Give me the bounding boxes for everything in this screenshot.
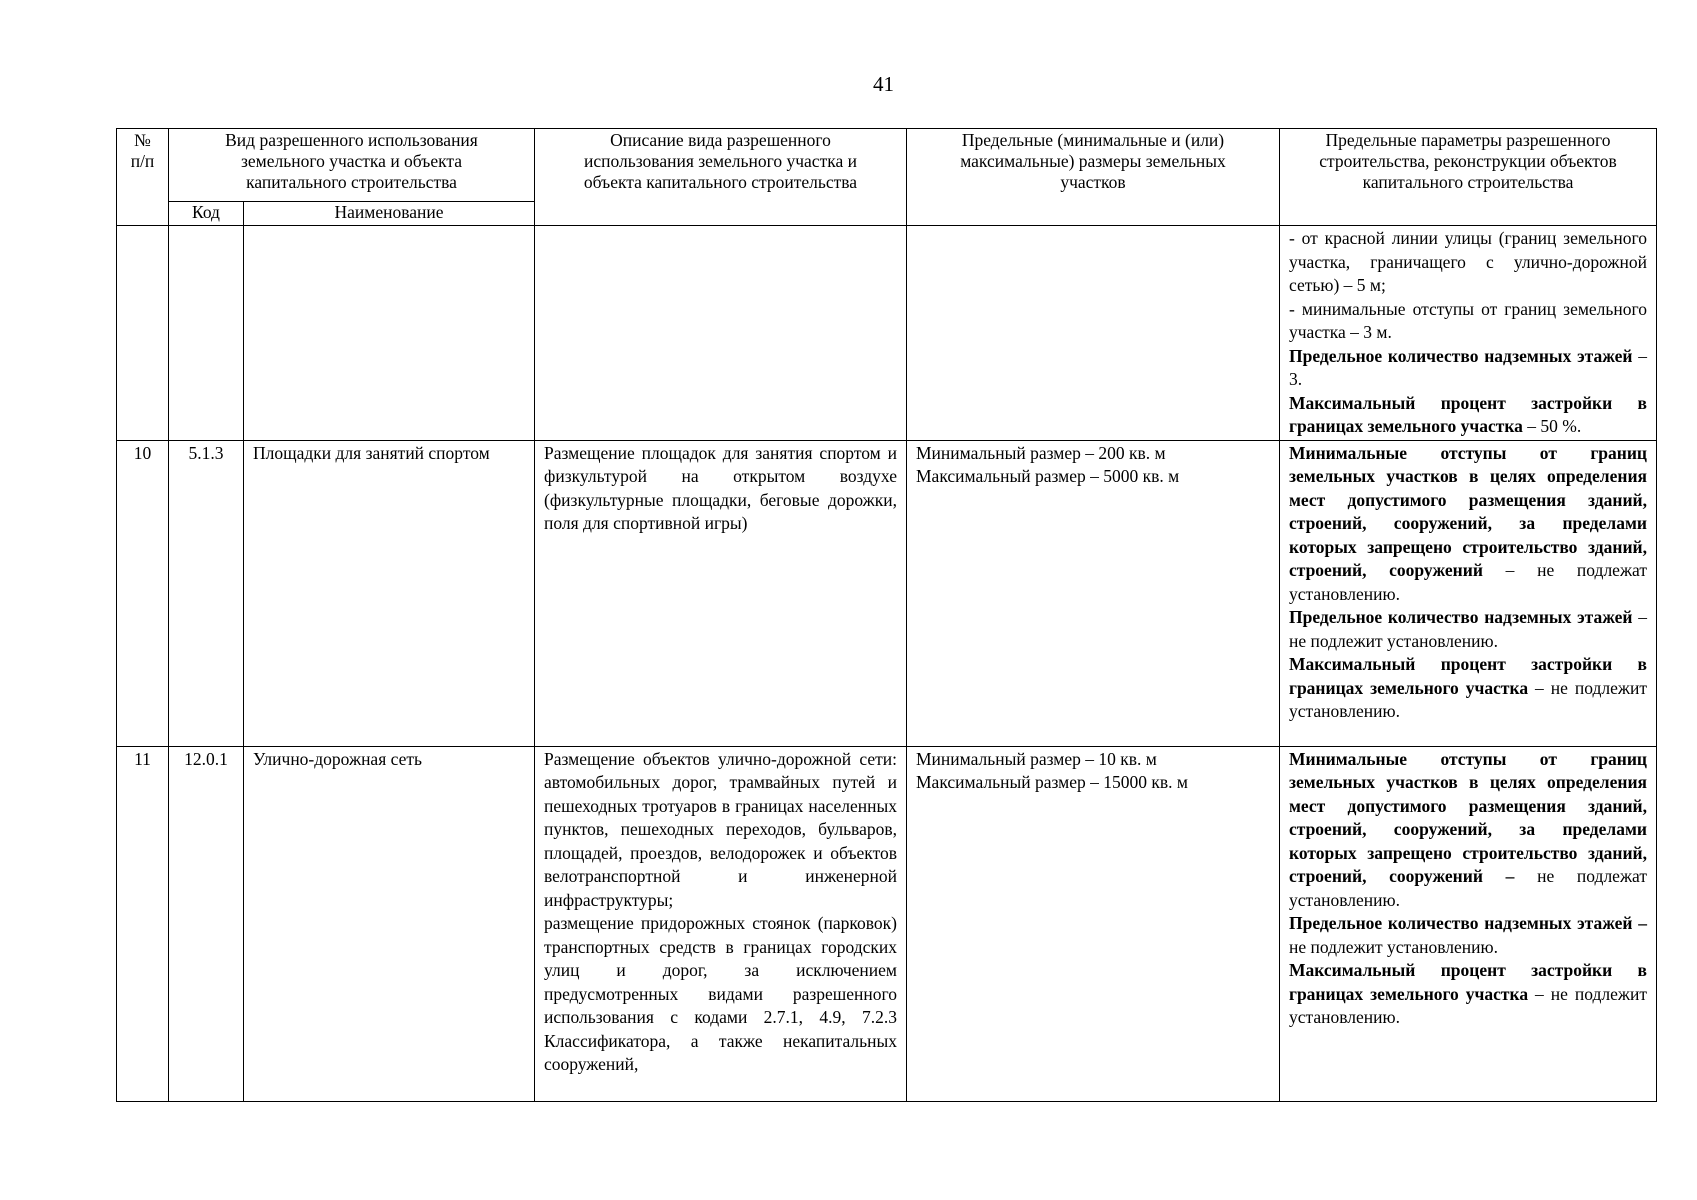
header-num: № п/п (117, 129, 169, 226)
row-description: Размещение площадок для занятия спортом и физкультурой на открытом воздухе (физкультурные площадки, беговые дорожки, поля для спортивной игры) (535, 440, 907, 746)
row-params (1280, 746, 1657, 1101)
row-size-min: Минимальный размер – 200 кв. м (916, 442, 1166, 463)
row-size-max: Максимальный размер – 5000 кв. м (916, 466, 1180, 486)
param-paragraph: Максимальный процент застройки в границах земельного участка – не подлежит установлению. (1289, 960, 1647, 1027)
header-name: Наименование (244, 202, 535, 226)
table-row (117, 440, 1657, 746)
param-paragraph: - минимальные отступы от границ земельного участка – 3 м. (1289, 298, 1647, 342)
row-params (1280, 440, 1657, 746)
header-params: Предельные параметры разрешенного строительства, реконструкции объектов капитального строительства (1280, 129, 1657, 226)
row-sizes (907, 746, 1280, 1101)
header-use-type: Вид разрешенного использования земельного участка и объекта капитального строительства (169, 129, 535, 202)
row-description (535, 746, 907, 1101)
param-paragraph: Максимальный процент застройки в границах земельного участка – 50 %. (1289, 392, 1647, 436)
row-num (117, 226, 169, 441)
row-name: Площадки для занятий спортом (244, 440, 535, 746)
row-size-min: Минимальный размер – 10 кв. м (916, 748, 1157, 769)
header-sizes: Предельные (минимальные и (или) максимальные) размеры земельных участков (907, 129, 1280, 226)
param-paragraph: Предельное количество надземных этажей – не подлежит установлению. (1289, 913, 1647, 957)
param-paragraph: - от красной линии улицы (границ земельного участка, граничащего с улично-дорожной сетью) – 5 м; (1289, 228, 1647, 295)
table-row (117, 226, 1657, 441)
row-code (169, 226, 244, 441)
land-use-table (116, 128, 1657, 1102)
row-sizes (907, 440, 1280, 746)
page-number: 41 (873, 72, 894, 96)
row-sizes (907, 226, 1280, 441)
param-paragraph: Минимальные отступы от границ земельных участков в целях определения мест допустимого размещения зданий, строений, сооружений, за пределами которых запрещено строительство зданий, строений, сооружений – не подлежат установлению. (1289, 442, 1647, 604)
row-name (244, 226, 535, 441)
param-paragraph: Предельное количество надземных этажей – не подлежит установлению. (1289, 607, 1648, 651)
header-code: Код (169, 202, 244, 226)
row-name: Улично-дорожная сеть (244, 746, 535, 1101)
header-description: Описание вида разрешенного использования земельного участка и объекта капитального строительства (535, 129, 907, 226)
description-paragraph: Размещение объектов улично-дорожной сети: автомобильных дорог, трамвайных путей и пешеходных тротуаров в границах населенных пунктов, пешеходных переходов, бульваров, площадей, проездов, велодорожек и объектов велотранспортной и инженерной инфраструктуры; (544, 748, 897, 910)
row-code: 5.1.3 (169, 440, 244, 746)
param-paragraph: Предельное количество надземных этажей – 3. (1289, 345, 1648, 389)
row-num: 11 (117, 746, 169, 1101)
table-row (117, 746, 1657, 1101)
row-code: 12.0.1 (169, 746, 244, 1101)
row-description (535, 226, 907, 441)
row-size-max: Максимальный размер – 15000 кв. м (916, 772, 1188, 792)
param-paragraph: Максимальный процент застройки в границах земельного участка – не подлежит установлению. (1289, 654, 1647, 721)
row-params (1280, 226, 1657, 441)
row-num: 10 (117, 440, 169, 746)
param-paragraph: Минимальные отступы от границ земельных участков в целях определения мест допустимого размещения зданий, строений, сооружений, за пределами которых запрещено строительство зданий, строений, сооружений – не подлежат установлению. (1289, 748, 1648, 910)
description-paragraph: размещение придорожных стоянок (парковок) транспортных средств в границах городских улиц и дорог, за исключением предусмотренных видами разрешенного использования с кодами 2.7.1, 4.9, 7.2.3 Классификатора, а также некапитальных сооружений, (544, 913, 897, 1074)
header-row-1 (117, 129, 1657, 202)
